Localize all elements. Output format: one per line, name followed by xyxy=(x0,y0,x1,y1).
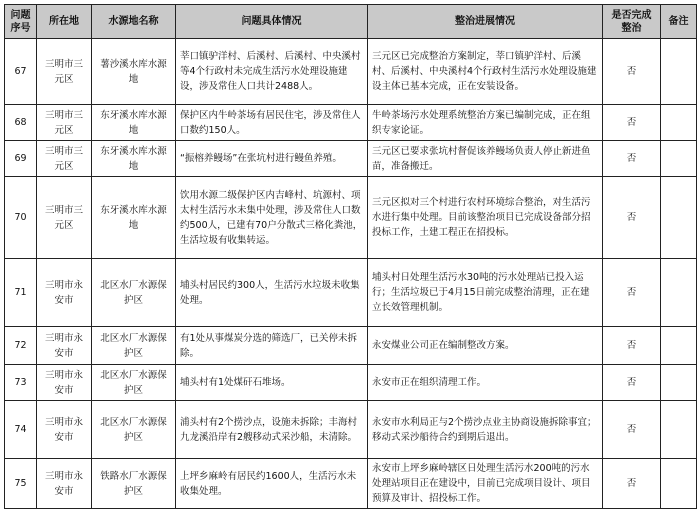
table-row xyxy=(5,105,697,141)
table-row xyxy=(5,141,697,177)
completed: 否 xyxy=(603,259,661,327)
header-completed: 是否完成整治 xyxy=(603,5,661,39)
completed: 否 xyxy=(603,105,661,141)
source-name: 东牙溪水库水源地 xyxy=(92,105,176,141)
issue-no: 74 xyxy=(5,401,37,459)
issue-no: 71 xyxy=(5,259,37,327)
location: 三明市永安市 xyxy=(37,459,92,509)
remarks xyxy=(661,365,697,401)
issue-detail: 有1处从事煤炭分选的筛选厂，已关停未拆除。 xyxy=(176,327,368,365)
source-name: 铁路水厂水源保护区 xyxy=(92,459,176,509)
issue-detail: 浦头村有2个捞沙点，设施未拆除；丰海村九龙溪沿岸有2艘移动式采沙船，未清除。 xyxy=(176,401,368,459)
table-row xyxy=(5,259,697,327)
location: 三明市永安市 xyxy=(37,259,92,327)
progress: 三元区已完成整治方案制定，莘口镇驴洋村、后溪村、后溪村、中央溪村4个行政村生活污水处理设施建设主体已基本完成，正在安装设备。 xyxy=(368,39,603,105)
source-name: 薯沙溪水库水源地 xyxy=(92,39,176,105)
header-remarks: 备注 xyxy=(661,5,697,39)
completed: 否 xyxy=(603,141,661,177)
issue-detail: 埔头村有1处煤矸石堆场。 xyxy=(176,365,368,401)
header-location: 所在地 xyxy=(37,5,92,39)
header-progress: 整治进展情况 xyxy=(368,5,603,39)
rectification-table xyxy=(4,4,697,509)
table-row xyxy=(5,327,697,365)
header-row xyxy=(5,5,697,39)
remarks xyxy=(661,259,697,327)
issue-no: 68 xyxy=(5,105,37,141)
progress: 三元区已要求张坑村督促该养鳗场负责人停止新进鱼苗，准备搬迁。 xyxy=(368,141,603,177)
remarks xyxy=(661,177,697,259)
completed: 否 xyxy=(603,327,661,365)
progress: 三元区拟对三个村进行农村环境综合整治，对生活污水进行集中处理。目前该整治项目已完成设备部分招投标工作，土建工程正在招投标。 xyxy=(368,177,603,259)
header-issue-detail: 问题具体情况 xyxy=(176,5,368,39)
source-name: 东牙溪水库水源地 xyxy=(92,141,176,177)
issue-detail: “振榕养鳗场”在张坑村进行鳗鱼养殖。 xyxy=(176,141,368,177)
location: 三明市永安市 xyxy=(37,401,92,459)
issue-detail: 保护区内牛岭茶场有居民住宅，涉及常住人口数约150人。 xyxy=(176,105,368,141)
table-row xyxy=(5,39,697,105)
issue-detail: 饮用水源二级保护区内吉峰村、坑源村、项太村生活污水未集中处理，涉及常住人口数约500人，已建有70户分散式三格化粪池，生活垃圾有收集转运。 xyxy=(176,177,368,259)
location: 三明市三元区 xyxy=(37,141,92,177)
progress: 牛岭茶场污水处理系统整治方案已编制完成，正在组织专家论证。 xyxy=(368,105,603,141)
issue-detail: 埔头村居民约300人，生活污水垃圾未收集处理。 xyxy=(176,259,368,327)
completed: 否 xyxy=(603,365,661,401)
progress: 永安市水利局正与2个捞沙点业主协商设施拆除事宜；移动式采沙船待合约到期后退出。 xyxy=(368,401,603,459)
issue-no: 75 xyxy=(5,459,37,509)
source-name: 北区水厂水源保护区 xyxy=(92,259,176,327)
issue-no: 73 xyxy=(5,365,37,401)
table-row xyxy=(5,401,697,459)
source-name: 北区水厂水源保护区 xyxy=(92,365,176,401)
completed: 否 xyxy=(603,39,661,105)
remarks xyxy=(661,401,697,459)
table-row xyxy=(5,459,697,509)
header-issue-no: 问题序号 xyxy=(5,5,37,39)
completed: 否 xyxy=(603,401,661,459)
remarks xyxy=(661,459,697,509)
location: 三明市三元区 xyxy=(37,105,92,141)
remarks xyxy=(661,105,697,141)
issue-no: 67 xyxy=(5,39,37,105)
table-row xyxy=(5,365,697,401)
progress: 永安煤业公司正在编制整改方案。 xyxy=(368,327,603,365)
remarks xyxy=(661,141,697,177)
progress: 永安市上坪乡麻岭辖区日处理生活污水200吨的污水处理站项目正在建设中，目前已完成项目设计、项目预算及审计、招投标工作。 xyxy=(368,459,603,509)
source-name: 东牙溪水库水源地 xyxy=(92,177,176,259)
completed: 否 xyxy=(603,177,661,259)
issue-no: 70 xyxy=(5,177,37,259)
issue-no: 69 xyxy=(5,141,37,177)
remarks xyxy=(661,327,697,365)
source-name: 北区水厂水源保护区 xyxy=(92,401,176,459)
issue-no: 72 xyxy=(5,327,37,365)
location: 三明市三元区 xyxy=(37,177,92,259)
issue-detail: 莘口镇驴洋村、后溪村、后溪村、中央溪村等4个行政村未完成生活污水处理设施建设，涉及常住人口共计2488人。 xyxy=(176,39,368,105)
issue-detail: 上坪乡麻岭有居民约1600人，生活污水未收集处理。 xyxy=(176,459,368,509)
progress: 埔头村日处理生活污水30吨的污水处理站已投入运行；生活垃圾已于4月15日前完成整治清理，正在建立长效管理机制。 xyxy=(368,259,603,327)
location: 三明市永安市 xyxy=(37,365,92,401)
location: 三明市三元区 xyxy=(37,39,92,105)
source-name: 北区水厂水源保护区 xyxy=(92,327,176,365)
remarks xyxy=(661,39,697,105)
location: 三明市永安市 xyxy=(37,327,92,365)
completed: 否 xyxy=(603,459,661,509)
progress: 永安市正在组织清理工作。 xyxy=(368,365,603,401)
header-source-name: 水源地名称 xyxy=(92,5,176,39)
table-row xyxy=(5,177,697,259)
